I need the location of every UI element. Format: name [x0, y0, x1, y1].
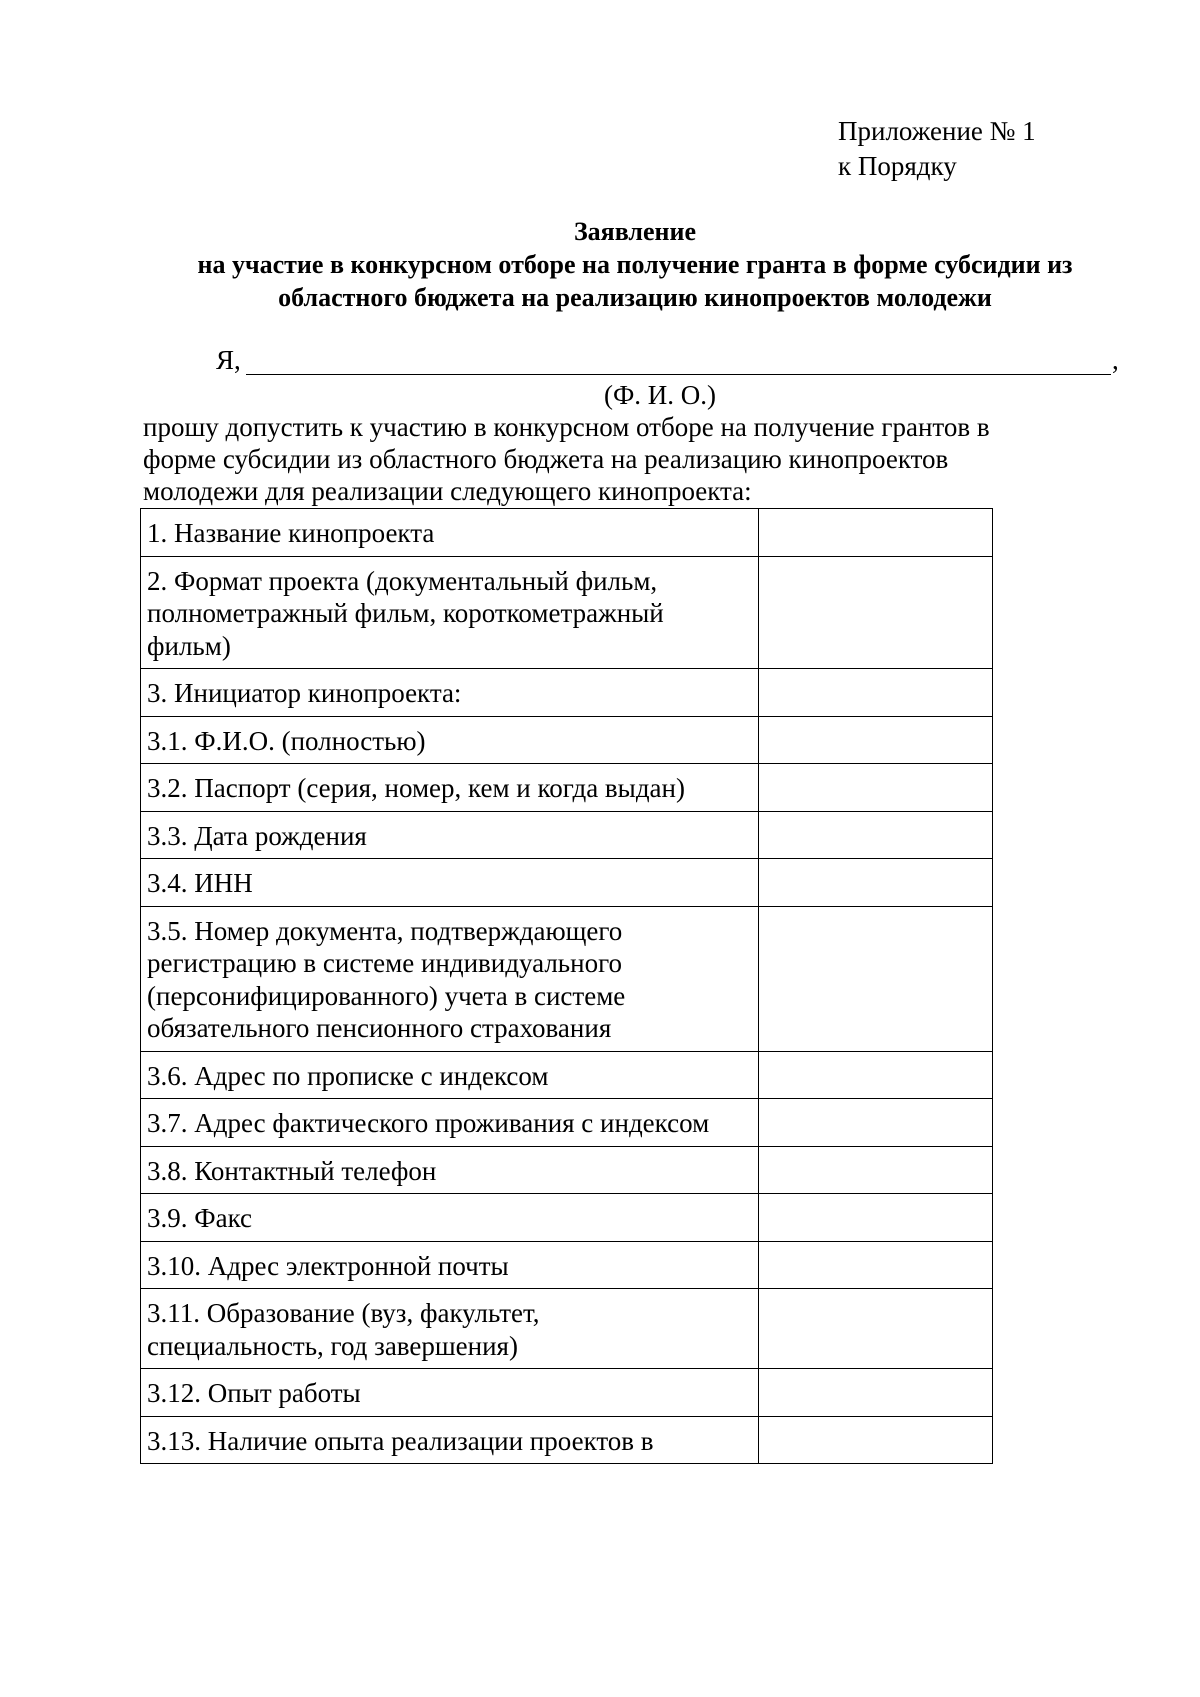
table-row — [141, 906, 993, 1051]
field-value-cell[interactable] — [758, 509, 992, 557]
field-value-cell[interactable] — [758, 556, 992, 669]
field-label-cell — [141, 1289, 759, 1369]
request-line-3: молодежи для реализации следующего кинопроекта: — [143, 476, 752, 506]
field-label-cell — [141, 1369, 759, 1417]
field-value-cell[interactable] — [758, 1051, 992, 1099]
field-value-cell[interactable] — [758, 1194, 992, 1242]
field-label-cell — [141, 1146, 759, 1194]
field-label-cell — [141, 1241, 759, 1289]
table-row — [141, 556, 993, 669]
appendix-number: Приложение № 1 — [838, 116, 1036, 146]
field-label-cell — [141, 556, 759, 669]
field-label-cell — [141, 669, 759, 717]
field-value-cell[interactable] — [758, 1099, 992, 1147]
field-label-line: 3.1. Ф.И.О. (полностью) — [147, 725, 426, 756]
table-row — [141, 1051, 993, 1099]
field-label-line: 3.4. ИНН — [147, 868, 253, 898]
field-label-cell — [141, 1051, 759, 1099]
field-label-cell — [141, 716, 759, 764]
table-row — [141, 1241, 993, 1289]
field-label-line: фильм) — [147, 630, 231, 661]
appendix-reference — [838, 114, 1036, 184]
field-label-cell — [141, 1416, 759, 1464]
table-row — [141, 1099, 993, 1147]
applicant-name-line — [216, 340, 1119, 380]
applicant-name-blank[interactable] — [246, 340, 1111, 375]
field-value-cell[interactable] — [758, 1146, 992, 1194]
field-label-line: 3.3. Дата рождения — [147, 820, 367, 851]
request-text — [143, 411, 1083, 507]
title-line-2: на участие в конкурсном отборе на получение гранта в форме субсидии из — [197, 250, 1073, 279]
field-label-cell — [141, 764, 759, 812]
table-row — [141, 509, 993, 557]
field-value-cell[interactable] — [758, 1289, 992, 1369]
table-row — [141, 1289, 993, 1369]
document-title — [100, 215, 1170, 314]
field-value-cell[interactable] — [758, 716, 992, 764]
field-value-cell[interactable] — [758, 1416, 992, 1464]
field-value-cell[interactable] — [758, 764, 992, 812]
field-label-line: 3.7. Адрес фактического проживания с индексом — [147, 1108, 710, 1138]
field-label-line: 3. Инициатор кинопроекта: — [147, 678, 462, 708]
table-row — [141, 764, 993, 812]
table-row — [141, 1194, 993, 1242]
field-label-line: 3.8. Контактный телефон — [147, 1155, 437, 1186]
field-label-line: (персонифицированного) учета в системе — [147, 980, 626, 1011]
field-label-line: 1. Название кинопроекта — [147, 518, 435, 548]
field-label-cell — [141, 509, 759, 557]
field-label-line: 3.9. Факс — [147, 1203, 252, 1233]
field-value-cell[interactable] — [758, 859, 992, 907]
request-line-2: форме субсидии из областного бюджета на реализацию кинопроектов — [143, 444, 949, 474]
field-label-line: 3.12. Опыт работы — [147, 1378, 361, 1408]
table-row — [141, 859, 993, 907]
application-form-table — [140, 508, 993, 1464]
field-label-line: 3.10. Адрес электронной почты — [147, 1250, 509, 1281]
field-label-line: полнометражный фильм, короткометражный — [147, 598, 664, 628]
applicant-prefix: Я, — [216, 345, 241, 375]
field-label-line: 3.5. Номер документа, подтверждающего — [147, 915, 623, 946]
field-label-line: 3.13. Наличие опыта реализации проектов в — [147, 1425, 654, 1456]
table-row — [141, 1416, 993, 1464]
field-value-cell[interactable] — [758, 1241, 992, 1289]
field-label-line: 2. Формат проекта (документальный фильм, — [147, 565, 658, 596]
field-label-cell — [141, 1099, 759, 1147]
title-line-3: областного бюджета на реализацию кинопроектов молодежи — [278, 283, 992, 312]
field-value-cell[interactable] — [758, 906, 992, 1051]
field-value-cell[interactable] — [758, 811, 992, 859]
applicant-name-caption: (Ф. И. О.) — [603, 380, 717, 410]
appendix-order-ref: к Порядку — [838, 151, 957, 181]
table-row — [141, 669, 993, 717]
field-label-line: 3.6. Адрес по прописке с индексом — [147, 1060, 549, 1091]
form-table-body — [141, 509, 993, 1464]
table-row — [141, 1369, 993, 1417]
field-label-cell — [141, 1194, 759, 1242]
field-label-line: 3.2. Паспорт (серия, номер, кем и когда выдан) — [147, 773, 685, 803]
request-line-1: прошу допустить к участию в конкурсном отборе на получение грантов в — [143, 412, 990, 442]
applicant-suffix: , — [1112, 345, 1119, 375]
field-label-cell — [141, 906, 759, 1051]
table-row — [141, 811, 993, 859]
field-label-cell — [141, 859, 759, 907]
field-value-cell[interactable] — [758, 669, 992, 717]
field-label-line: обязательного пенсионного страхования — [147, 1013, 612, 1043]
field-value-cell[interactable] — [758, 1369, 992, 1417]
field-label-line: 3.11. Образование (вуз, факультет, — [147, 1298, 540, 1328]
title-line-1: Заявление — [573, 217, 697, 246]
table-row — [141, 1146, 993, 1194]
table-row — [141, 716, 993, 764]
field-label-line: специальность, год завершения) — [147, 1330, 518, 1361]
field-label-cell — [141, 811, 759, 859]
field-label-line: регистрацию в системе индивидуального — [147, 948, 622, 978]
